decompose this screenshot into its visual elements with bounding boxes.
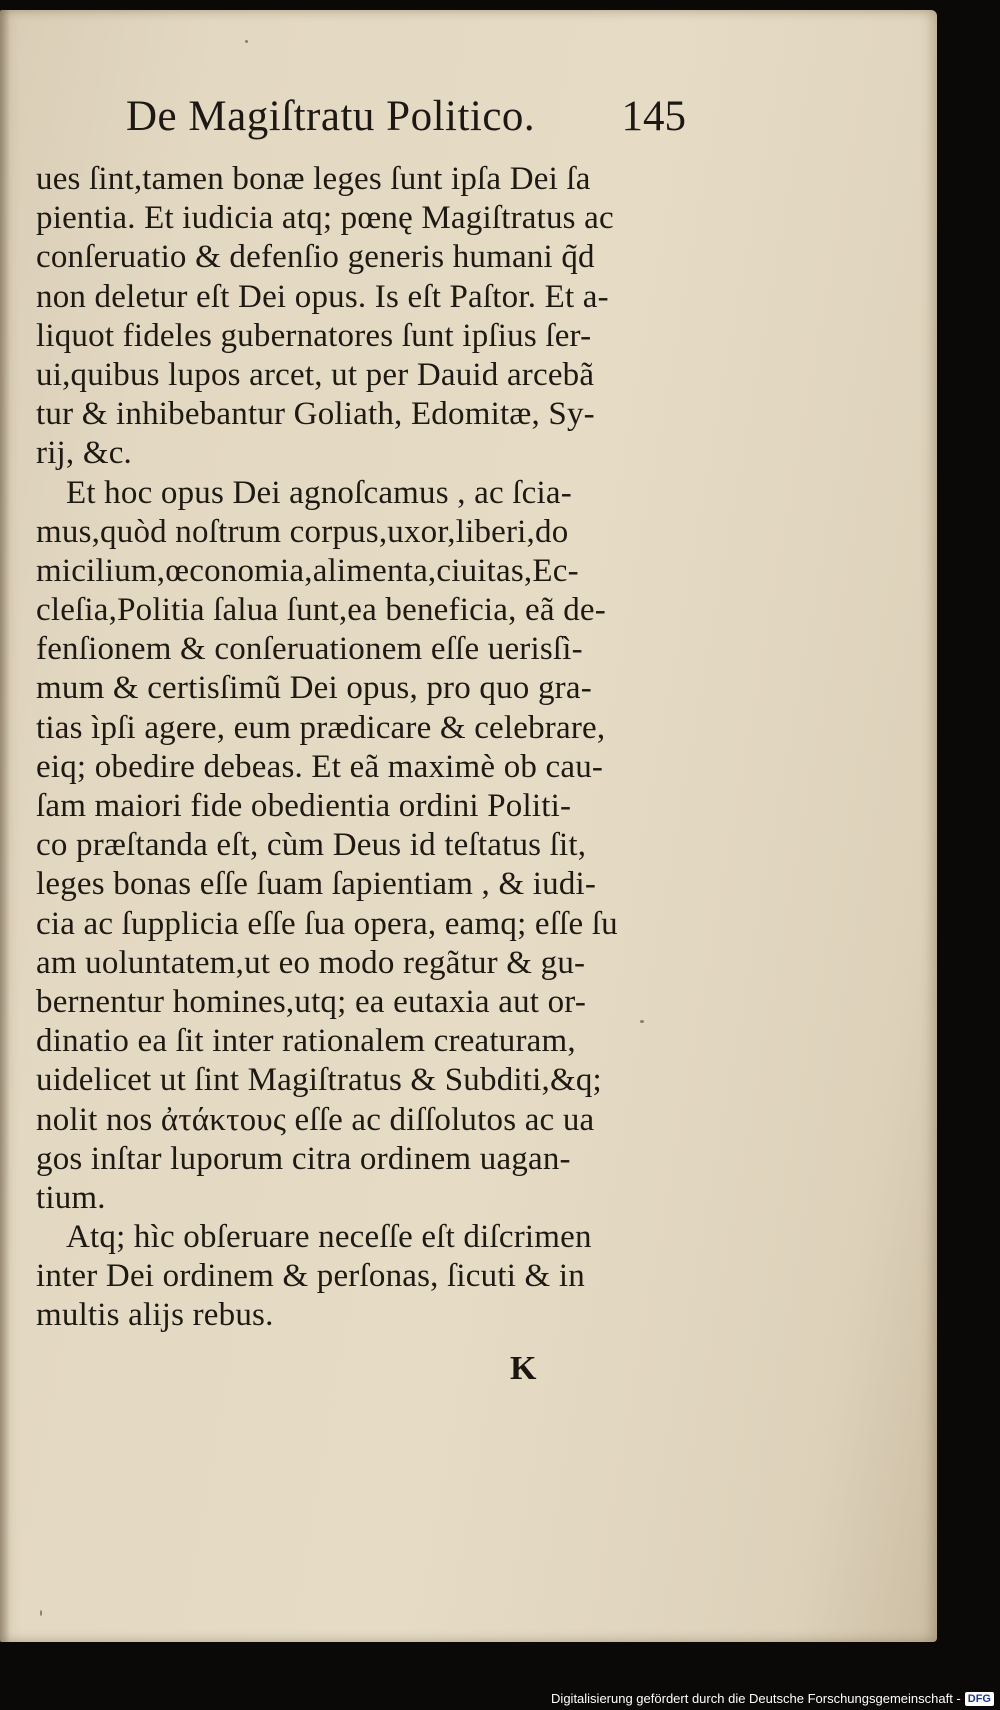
text-line: cleſia,Politia ſalua ſunt,ea beneficia, eã de- (36, 592, 606, 629)
text-line: tias ìpſi agere, eum prædicare & celebrare, (36, 709, 606, 746)
text-line: cia ac ſupplicia eſſe ſua opera, eamq; eſſe ſu (36, 905, 618, 942)
text-line: Et hoc opus Dei agnoſcamus , ac ſcia- (66, 474, 572, 511)
paper-speck (245, 40, 248, 43)
dfg-logo-icon: DFG (965, 1692, 994, 1706)
text-line: bernentur homines,utq; ea eutaxia aut or- (36, 983, 587, 1020)
text-line: uidelicet ut ſint Magiſtratus & Subditi,&q; (36, 1062, 602, 1099)
running-title: De Magiſtratu Politico. (126, 93, 536, 140)
text-line: ſam maiori fide obedientia ordini Politi- (36, 788, 572, 824)
text-line: conſeruatio & defenſio generis humani q̃d (36, 239, 595, 276)
text-line: co præſtanda eſt, cùm Deus id teſtatus ſit, (36, 827, 587, 864)
text-line: inter Dei ordinem & perſonas, ſicuti & in (36, 1258, 585, 1295)
text-line: ui,quibus lupos arcet, ut per Dauid arcebã (36, 356, 595, 393)
text-line: ues ſint,tamen bonæ leges ſunt ipſa Dei ſa (36, 161, 591, 197)
text-line: mus,quòd noſtrum corpus,uxor,liberi,do (36, 513, 569, 550)
text-line: micilium,œconomia,alimenta,ciuitas,Ec- (36, 552, 579, 589)
text-line: gos inſtar luporum citra ordinem uagan- (36, 1140, 571, 1177)
text-line: Atq; hìc obſeruare neceſſe eſt diſcrimen (66, 1219, 592, 1256)
text-line: pientia. Et iudicia atq; pœnę Magiſtratus ac (36, 200, 614, 237)
text-line: eiq; obedire debeas. Et eã maximè ob cau- (36, 748, 604, 785)
catchword: K (510, 1350, 537, 1387)
text-line: dinatio ea ſit inter rationalem creaturam, (36, 1023, 576, 1060)
page-number: 145 (621, 93, 686, 140)
text-line: rij, &c. (36, 435, 132, 472)
text-line: leges bonas eſſe ſuam ſapientiam , & iudi- (36, 866, 597, 903)
text-line: non deletur eſt Dei opus. Is eſt Paſtor. Et a- (36, 278, 609, 315)
text-line: am uoluntatem,ut eo modo regãtur & gu- (36, 944, 586, 981)
text-line: tium. (36, 1179, 106, 1216)
text-line: fenſionem & conſeruationem eſſe uerisſì- (36, 631, 583, 668)
body-text (36, 160, 700, 1336)
credit-text: Digitalisierung gefördert durch die Deutsche Forschungsgemeinschaft - (551, 1691, 961, 1706)
paper-speck (640, 1020, 644, 1023)
digitization-credit (551, 1691, 994, 1706)
text-line: tur & inhibebantur Goliath, Edomitæ, Sy- (36, 396, 595, 433)
text-line: multis alijs rebus. (36, 1297, 274, 1334)
text-line: mum & certisſimũ Dei opus, pro quo gra- (36, 670, 592, 707)
paper-speck (40, 1610, 42, 1616)
book-page (0, 10, 937, 1642)
text-line: liquot fideles gubernatores ſunt ipſius ſer- (36, 317, 592, 354)
running-header (126, 92, 686, 141)
text-line: nolit nos ἀτάκτους eſſe ac diſſolutos ac ua (36, 1101, 595, 1138)
